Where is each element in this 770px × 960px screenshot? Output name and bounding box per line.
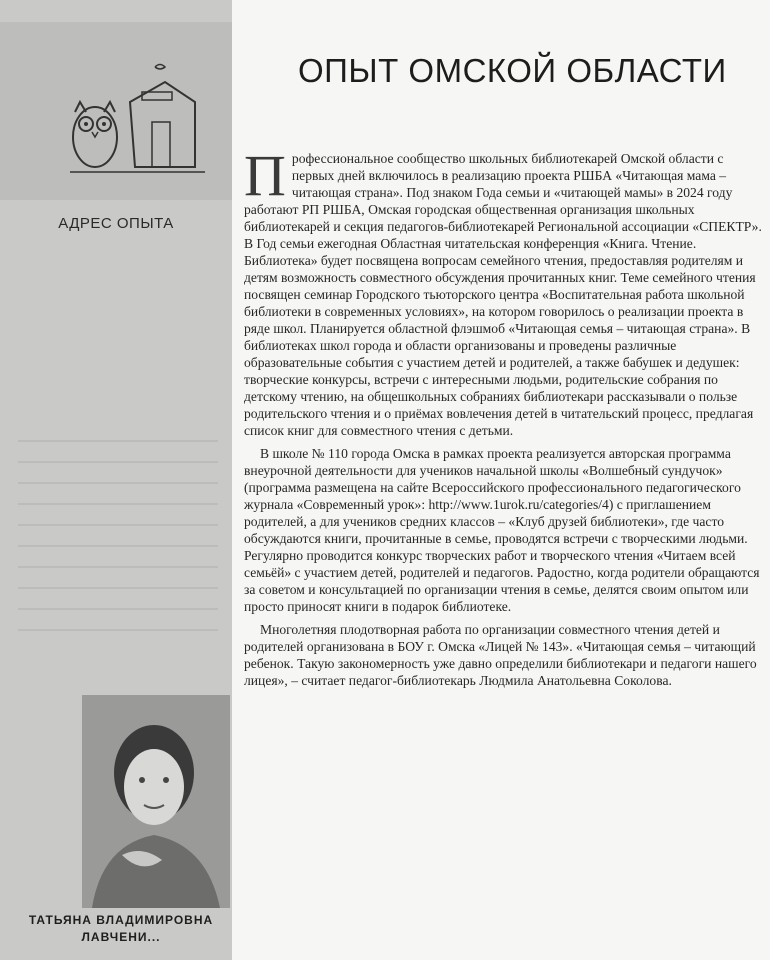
article-paragraph: Многолетняя плодотворная работа по организации совместного чтения детей и родителей организована в БОУ г. Омска «Лицей № 143». «Читающая семья – читающий ребенок. Такую закономерность уже давно определили библиотекари и педагоги нашего лицея», – считает педагог-библиотекарь Людмила Анатольевна Соколова. xyxy=(244,622,757,688)
sidebar-decoration-lines xyxy=(18,440,218,650)
logo-panel xyxy=(0,22,232,200)
owl-library-logo-icon xyxy=(60,62,210,187)
page-title: ОПЫТ ОМСКОЙ ОБЛАСТИ xyxy=(298,52,727,89)
paragraph-text: рофессиональное сообщество школьных библиотекарей Омской области с первых дней включилось в реализацию проекта РШБА «Читающая мама – читающая страна». Под знаком Года семьи и «читающей мамы» в 2024 году работают РП РШБА, Омская городская общественная организация школьных библиотекарей и секция педагогов-библиотекарей Региональной ассоциации «СПЕКТР». В Год семьи ежегодная Областная читательская конференция «Книга. Чтение. Библиотека» будет посвящена вопросам семейного чтения, предоставляя родителям и детям возможность совместного обсуждения прочитанных книг. Теме семейного чтения посвящен семинар Городского тьюторского центра «Воспитательная работа школьной библиотеки в современных условиях», на котором говорилось о реализации проекта в ряде школ. Планируется областной флэшмоб «Читающая семья – читающая страна». В библиотеках школ города и области организованы и проведены различные образовательные события с участием детей и родителей, а также бабушек и дедушек: творческие конкурсы, встречи с интересными людьми, родительские собрания по детскому чтению, на общешкольных собраниях библиотекари рассказывали о пользе родительского чтения и о приёмах вовлечения детей в читательский процесс, предлагая список книг для совместного чтения с детьми. xyxy=(244,151,762,438)
main-content xyxy=(232,0,770,960)
author-photo xyxy=(82,695,230,908)
author-name: ТАТЬЯНА ВЛАДИМИРОВНА ЛАВЧЕНИ... xyxy=(28,913,214,944)
article-paragraph xyxy=(244,143,764,439)
drop-cap: П xyxy=(244,143,286,208)
sidebar xyxy=(0,0,232,960)
article-body xyxy=(244,143,764,695)
article-paragraph: В школе № 110 города Омска в рамках проекта реализуется авторская программа внеурочной деятельности для учеников начальной школы «Волшебный сундучок» (программа размещена на сайте Всероссийского профессионального педагогического журнала «Современный урок»: http://www.1urok.ru/categories/4) с приглашением родителей, а для учеников средних классов – «Клуб друзей библиотеки», где часто обсуждаются книги, прочитанные в семье, проводятся встречи с творческими людьми. Регулярно проводится конкурс творческих работ и творческого чтения «Читаем всей семьёй» с участием детей, родителей и педагогов. Радостно, когда родители обращаются за советом и консультацией по организации чтения в семье, делятся своим опытом или просто приносят книги в подарок библиотеке. xyxy=(244,446,760,614)
section-label: АДРЕС ОПЫТА xyxy=(58,215,174,232)
